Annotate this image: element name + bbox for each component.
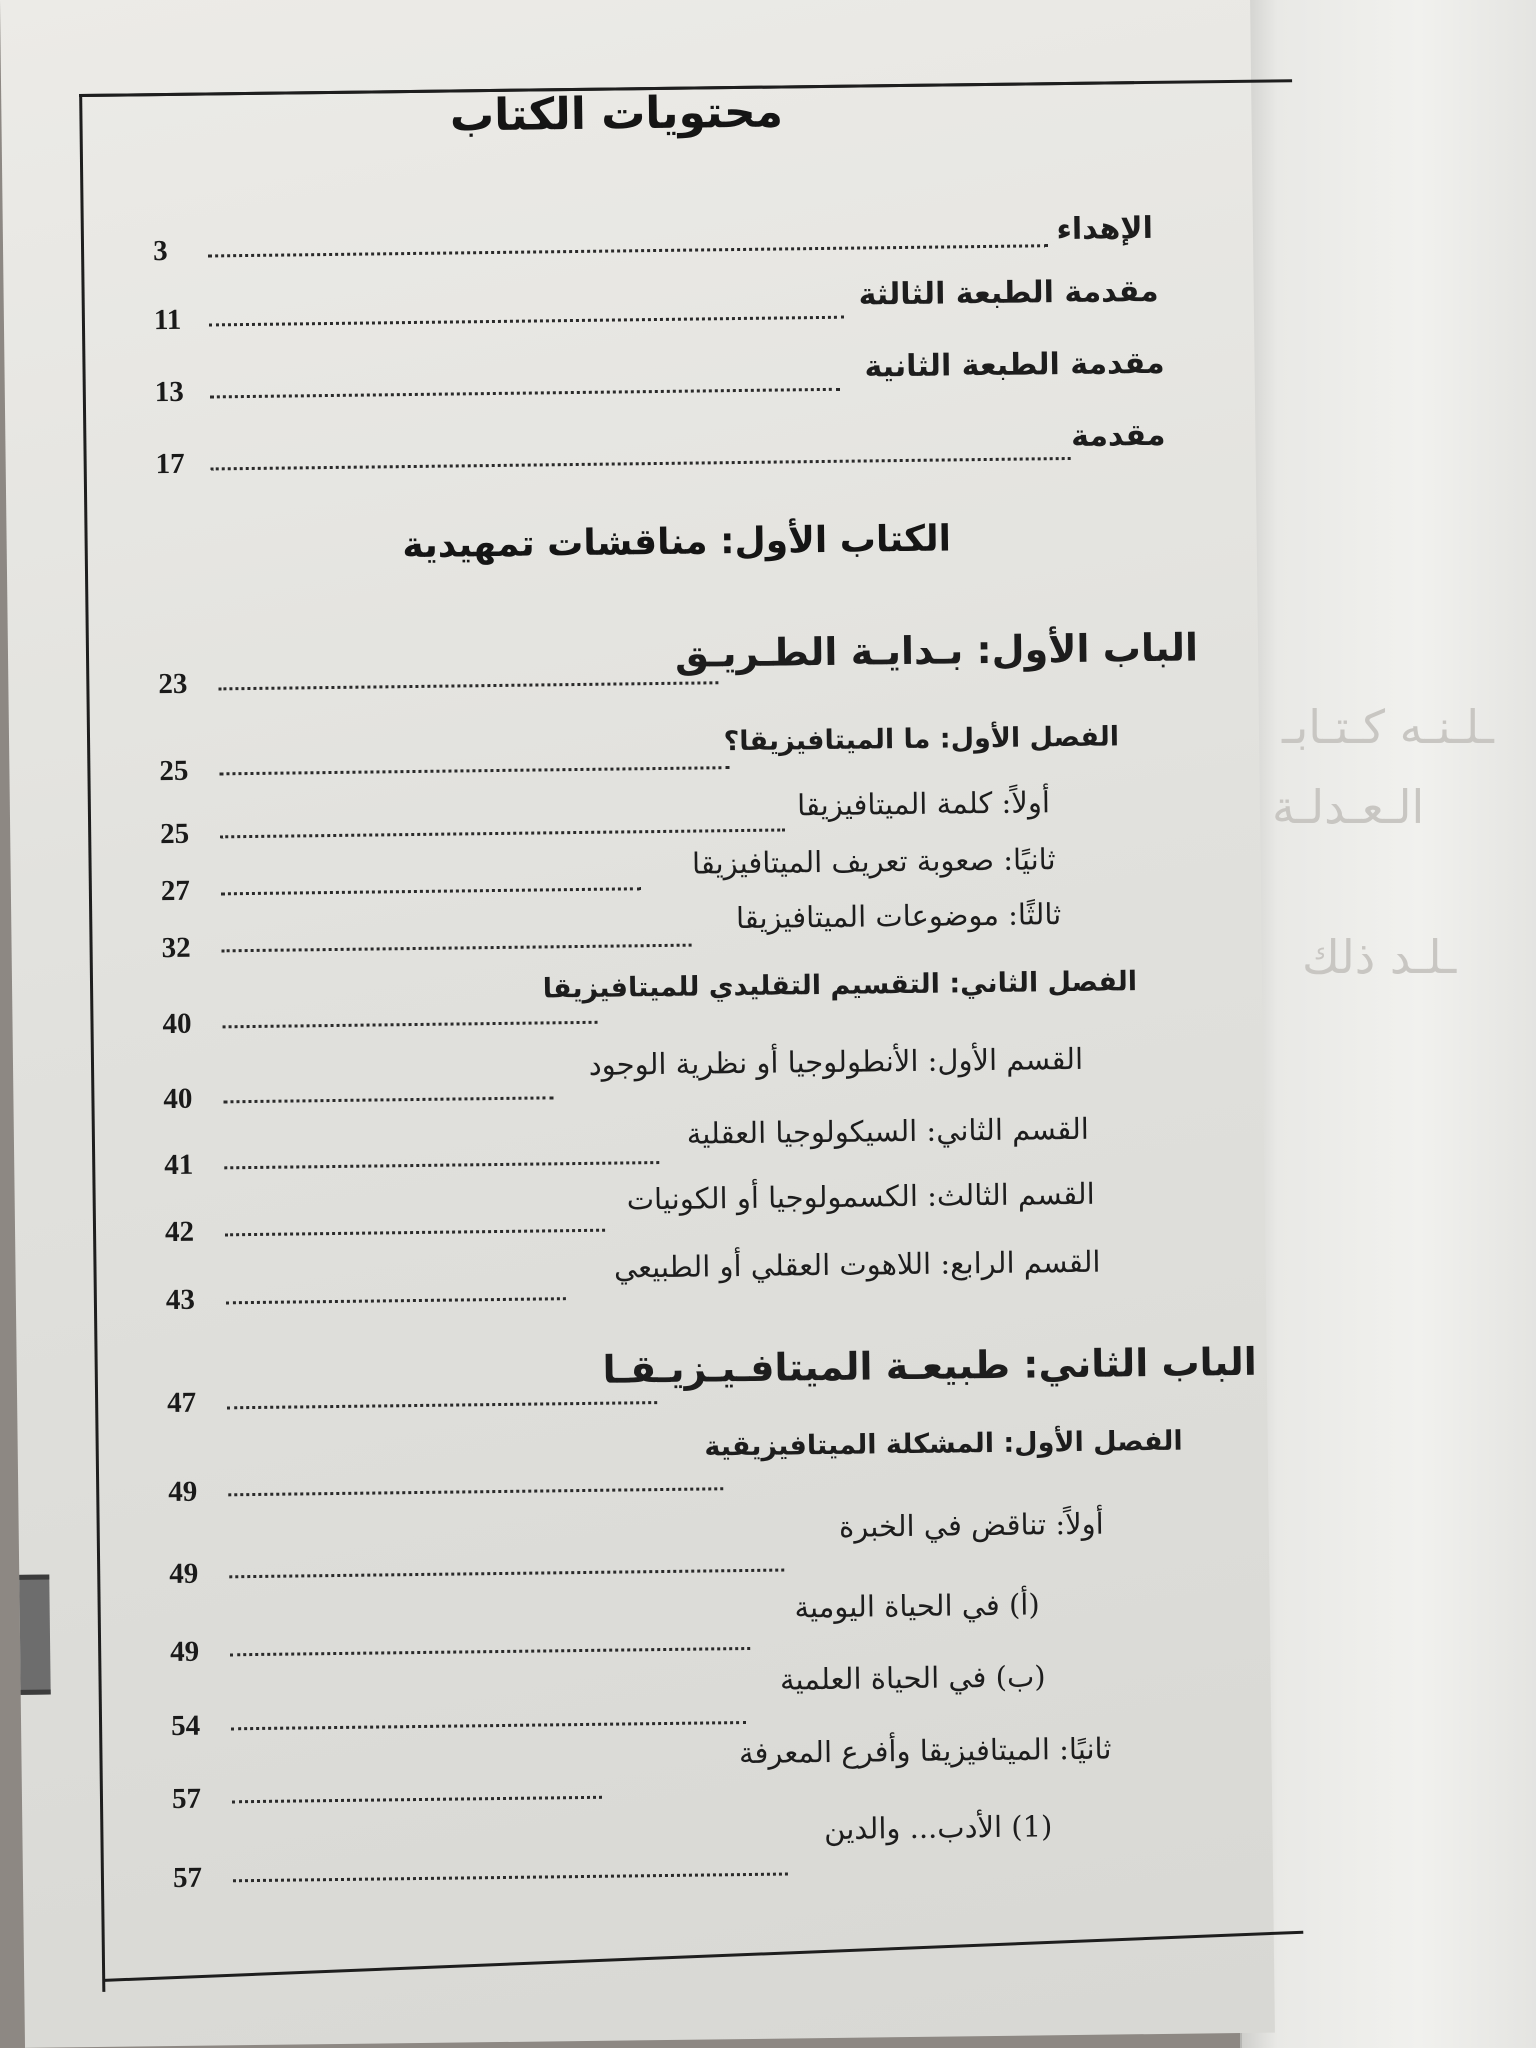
leader-dots [211, 457, 1071, 471]
toc-entry [169, 1506, 1105, 1591]
leader-dots [223, 1096, 553, 1103]
toc-entry-label: الإهداء [1056, 210, 1154, 248]
leader-dots [219, 766, 729, 775]
toc-entry-page: 43 [165, 1283, 196, 1317]
leader-dots [208, 244, 1048, 257]
leader-dots [225, 1229, 605, 1237]
toc-entry-label: مقدمة [1070, 417, 1166, 454]
bleed-through-text: الـعـدلـة [1272, 780, 1425, 834]
toc-entry [171, 1731, 1112, 1816]
toc-entry-label: ثالثًا: موضوعات الميتافيزيقا [735, 897, 1062, 936]
leader-dots [226, 1297, 566, 1304]
toc-entry [170, 1587, 1041, 1669]
leader-dots [223, 1021, 598, 1029]
toc-entry-page: 47 [166, 1386, 197, 1420]
toc-entry [165, 1245, 1101, 1316]
toc-entry-page: 57 [171, 1782, 202, 1816]
toc-entry [164, 1112, 1090, 1183]
toc-entry-label: القسم الرابع: اللاهوت العقلي أو الطبيعي [613, 1244, 1101, 1285]
toc-entry-page: 49 [168, 1475, 198, 1509]
toc-entry [159, 721, 1120, 793]
toc-entry-page: 32 [161, 931, 191, 965]
toc-entry-label: (أ) في الحياة اليومية [794, 1587, 1040, 1625]
toc-entry-label: الباب الثاني: طبيعـة الميتافـيـزيـقـا [602, 1339, 1257, 1392]
toc-entry-page: 49 [169, 1557, 199, 1591]
toc-entry-page: 23 [158, 667, 188, 701]
toc-entry-page: 17 [155, 447, 185, 481]
toc-entry-label: الفصل الأول: المشكلة الميتافيزيقية [704, 1425, 1183, 1463]
toc-entry [163, 1041, 1084, 1116]
bleed-through-text: ـلـد ذلك [1302, 930, 1457, 984]
toc-entry [161, 897, 1062, 968]
toc-entry [168, 1425, 1184, 1509]
toc-entry-label: ثانيًا: الميتافيزيقا وأفرع المعرفة [738, 1731, 1112, 1771]
toc-entry-label: (ب) في الحياة العلمية [779, 1659, 1046, 1697]
toc-entry [158, 625, 1199, 701]
toc-entry-label: أولاً: تناقض في الخبرة [838, 1506, 1104, 1544]
toc-entry-label: القسم الأول: الأنطولوجيا أو نظرية الوجود [588, 1041, 1084, 1082]
toc-entry-label: مقدمة الطبعة الثالثة [858, 273, 1159, 313]
toc-entry-page: 25 [160, 817, 190, 851]
toc-entry [155, 418, 1166, 490]
leader-dots [220, 828, 785, 838]
toc-entry-label: الفصل الأول: ما الميتافيزيقا؟ [723, 721, 1120, 758]
toc-entry [154, 346, 1165, 418]
toc-entry-label: القسم الثالث: الكسمولوجيا أو الكونيات [626, 1176, 1095, 1217]
toc-entry [172, 1809, 1053, 1895]
leader-dots [221, 887, 641, 895]
toc-entry-page: 41 [164, 1148, 194, 1182]
toc-entry-page: 57 [172, 1861, 203, 1895]
toc-entry-page: 54 [170, 1709, 201, 1743]
toc-entry-page: 11 [153, 303, 182, 337]
toc-entry-page: 27 [160, 874, 191, 908]
toc-entry-label: ثانيًا: صعوبة تعريف الميتافيزيقا [691, 842, 1056, 881]
leader-dots [224, 1161, 659, 1169]
toc-entry [170, 1659, 1046, 1743]
thumb-index-mark [19, 1575, 50, 1695]
bleed-through-text: ـلـنـه كـتـابـ [1282, 700, 1494, 754]
toc-entry [165, 1177, 1096, 1248]
page-title: محتويات الكتاب [449, 86, 784, 142]
toc-entry-page: 40 [163, 1082, 193, 1116]
toc-entry-label: الفصل الثاني: التقسيم التقليدي للميتافيزيقا [542, 966, 1138, 1005]
leader-dots [218, 681, 718, 690]
toc-entry-label: (1) الأدب... والدين [823, 1809, 1053, 1847]
toc-entry [162, 966, 1138, 1041]
toc-entry-page: 40 [162, 1007, 192, 1041]
leader-dots [209, 316, 844, 327]
toc-entry-label: أولاً: كلمة الميتافيزيقا [796, 785, 1051, 823]
toc-entry-page: 3 [152, 234, 168, 268]
toc-entry-label: الباب الأول: بـدايـة الطـريـق [674, 625, 1199, 676]
leader-dots [222, 944, 692, 953]
toc-entry [154, 274, 1160, 346]
book-heading: الكتاب الأول: مناقشات تمهيدية [402, 518, 952, 567]
toc-entry [153, 211, 1154, 283]
toc-entry-page: 25 [159, 754, 189, 788]
toc-entry-page: 49 [170, 1635, 200, 1669]
leader-dots [210, 388, 840, 399]
toc-entry-page: 42 [164, 1215, 195, 1249]
toc-entry-label: مقدمة الطبعة الثانية [864, 345, 1165, 385]
toc-entry-page: 13 [154, 375, 184, 409]
toc-entry-label: القسم الثاني: السيكولوجيا العقلية [686, 1111, 1090, 1151]
